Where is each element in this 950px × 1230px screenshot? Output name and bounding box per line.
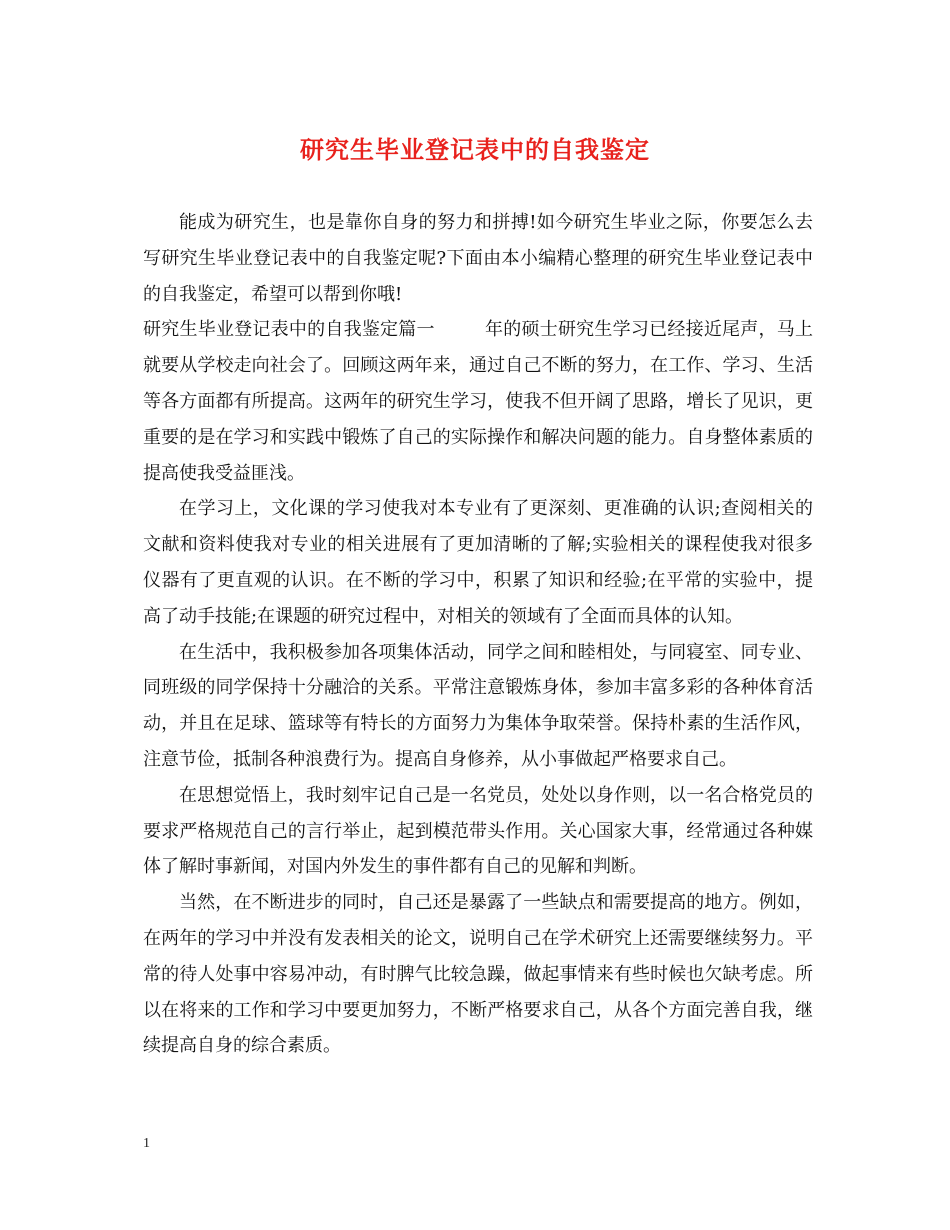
study-paragraph: 在学习上，文化课的学习使我对本专业有了更深刻、更准确的认识;查阅相关的文献和资料使我对专业的相关进展有了更加清晰的了解;实验相关的课程使我对很多仪器有了更直观的认识。在不断的学习中，积累了知识和经验;在平常的实验中，提高了动手技能;在课题的研究过程中，对相关的领域有了全面而具体的认知。 bbox=[143, 498, 813, 627]
section-paragraph-text: 年的硕士研究生学习已经接近尾声，马上就要从学校走向社会了。回顾这两年来，通过自己不断的努力，在工作、学习、生活等各方面都有所提高。这两年的研究生学习，使我不但开阔了思路，增长了见识，更重要的是在学习和实践中锻炼了自己的实际操作和解决问题的能力。自身整体素质的提高使我受益匪浅。 bbox=[143, 319, 813, 484]
section-heading: 研究生毕业登记表中的自我鉴定篇一 bbox=[143, 319, 435, 341]
section-paragraph bbox=[143, 312, 813, 491]
life-paragraph: 在生活中，我积极参加各项集体活动，同学之间和睦相处，与同寝室、同专业、同班级的同学保持十分融洽的关系。平常注意锻炼身体，参加丰富多彩的各种体育活动，并且在足球、篮球等有特长的方面努力为集体争取荣誉。保持朴素的生活作风，注意节俭，抵制各种浪费行为。提高自身修养，从小事做起严格要求自己。 bbox=[143, 641, 813, 770]
document-title: 研究生毕业登记表中的自我鉴定 bbox=[300, 135, 650, 164]
intro-paragraph: 能成为研究生，也是靠你自身的努力和拼搏!如今研究生毕业之际，你要怎么去写研究生毕业登记表中的自我鉴定呢?下面由本小编精心整理的研究生毕业登记表中的自我鉴定，希望可以帮到你哦! bbox=[143, 212, 813, 305]
thought-paragraph: 在思想觉悟上，我时刻牢记自己是一名党员，处处以身作则，以一名合格党员的要求严格规范自己的言行举止，起到模范带头作用。关心国家大事，经常通过各种媒体了解时事新闻，对国内外发生的事件都有自己的见解和判断。 bbox=[143, 784, 813, 878]
document-body bbox=[143, 205, 813, 1064]
shortcoming-paragraph: 当然，在不断进步的同时，自己还是暴露了一些缺点和需要提高的地方。例如，在两年的学习中并没有发表相关的论文，说明自己在学术研究上还需要继续努力。平常的待人处事中容易冲动，有时脾气比较急躁，做起事情来有些时候也欠缺考虑。所以在将来的工作和学习中要更加努力，不断严格要求自己，从各个方面完善自我，继续提高自身的综合素质。 bbox=[143, 892, 813, 1057]
page-number: 1 bbox=[143, 1136, 150, 1151]
